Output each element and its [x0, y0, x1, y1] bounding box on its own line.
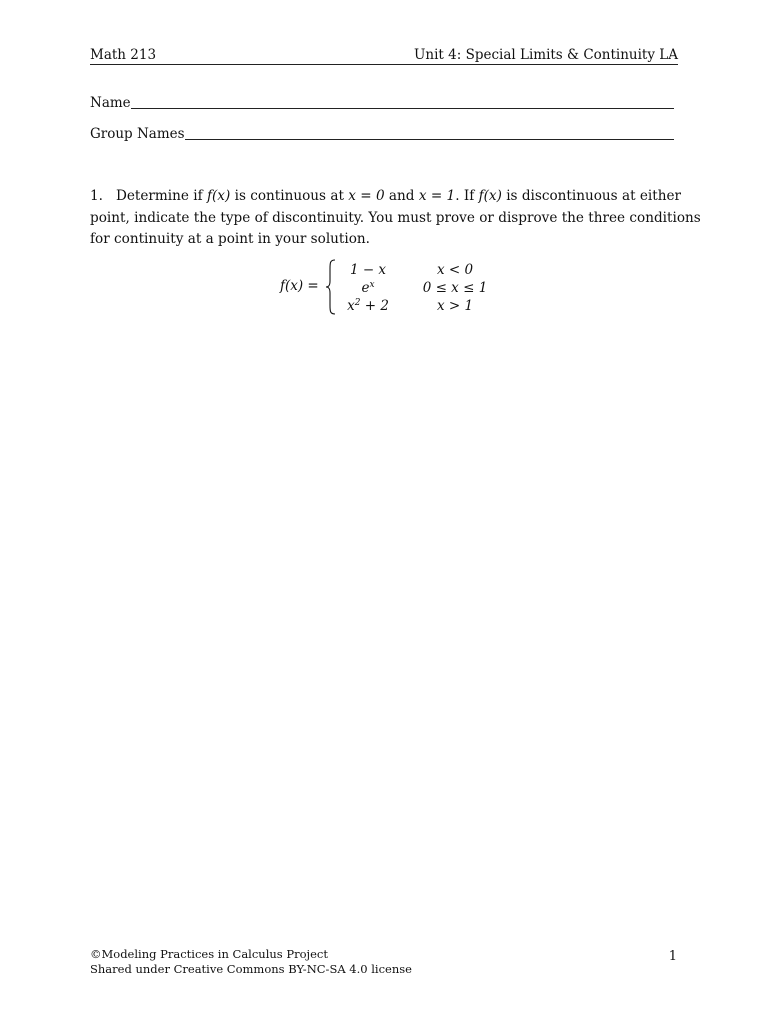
unit-title: Unit 4: Special Limits & Continuity LA [414, 47, 678, 63]
question-text: Determine if [115, 188, 207, 204]
math-fx: f(x) [478, 188, 502, 204]
piece-1-expression: 1 − x [349, 262, 387, 278]
math-fx: f(x) [206, 188, 231, 204]
question-number: 1. [90, 188, 103, 204]
question-text: is continuous at [230, 188, 349, 204]
page-number: 1 [668, 949, 677, 964]
piece-3-expression [338, 297, 398, 315]
footer-copyright: ©Modeling Practices in Calculus Project [90, 947, 328, 961]
piece-1-condition: x < 0 [436, 262, 474, 278]
page-header [90, 47, 678, 65]
math-x-equals-1: x = 1 [418, 188, 456, 204]
course-title: Math 213 [90, 47, 157, 63]
group-names-blank-line[interactable] [185, 126, 674, 140]
question-text: is discontinuous at either [501, 188, 682, 204]
question-line-1 [90, 186, 682, 208]
piecewise-lhs: f(x) = [280, 278, 319, 294]
question-text: . If [455, 188, 479, 204]
piece-3-base: x [347, 298, 355, 314]
question-line-2: point, indicate the type of discontinuity. You must prove or disprove the three conditions [90, 209, 701, 226]
name-label: Name [90, 95, 131, 111]
piece-3-exponent: 2 [354, 298, 361, 308]
left-brace-icon [325, 259, 337, 315]
page-footer [90, 947, 412, 977]
piece-2-base: e [361, 280, 370, 296]
footer-license: Shared under Creative Commons BY-NC-SA 4.0 license [90, 962, 412, 976]
group-names-field[interactable] [90, 125, 674, 143]
question-text: and [384, 188, 419, 204]
piecewise-function [280, 259, 520, 317]
name-field[interactable] [90, 94, 674, 112]
name-blank-line[interactable] [131, 95, 674, 109]
piece-2-condition: 0 ≤ x ≤ 1 [422, 280, 488, 296]
math-x-equals-0: x = 0 [348, 188, 385, 204]
group-names-label: Group Names [90, 126, 185, 142]
piece-2-exponent: x [369, 280, 375, 290]
piece-3-tail: + 2 [360, 298, 389, 314]
question-line-3: for continuity at a point in your solution. [90, 231, 370, 247]
piece-3-condition: x > 1 [436, 298, 474, 314]
piece-2-expression [338, 279, 398, 297]
question-1 [90, 186, 701, 251]
